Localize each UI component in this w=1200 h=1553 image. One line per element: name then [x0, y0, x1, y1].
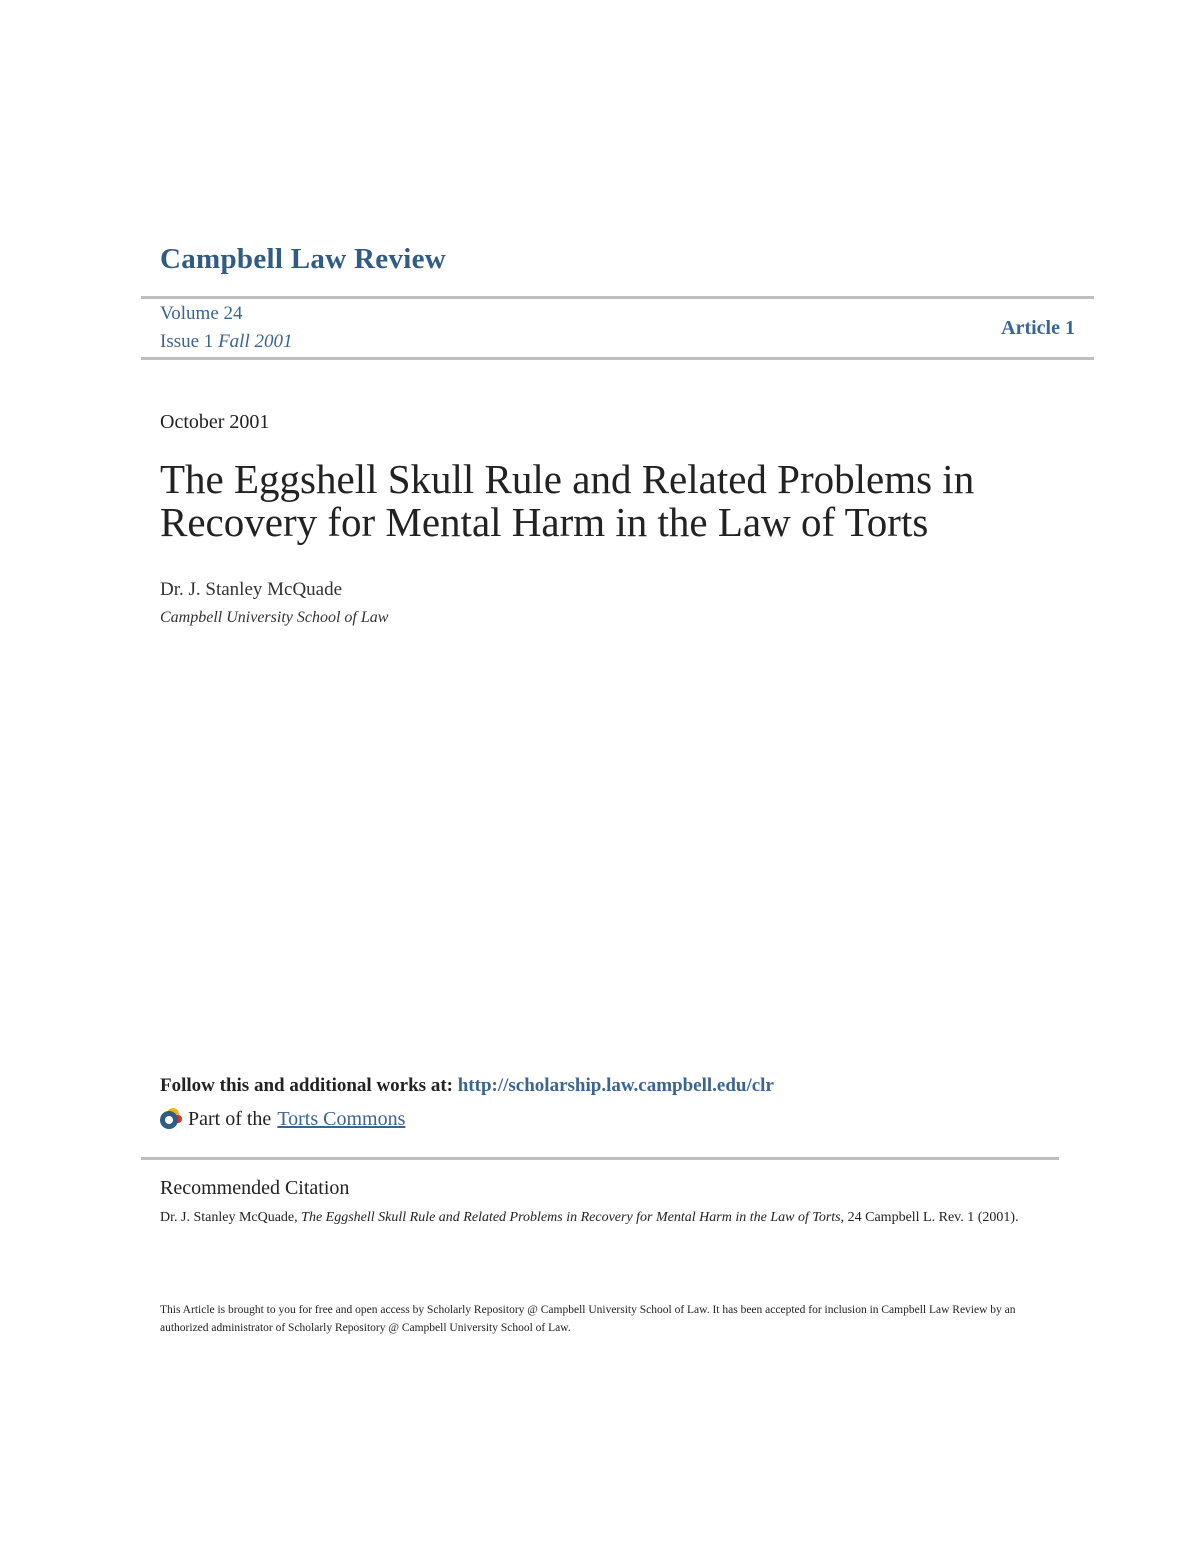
citation-heading: Recommended Citation	[160, 1177, 350, 1199]
issue-number: Issue 1	[160, 331, 214, 352]
article-title	[160, 458, 1060, 544]
issue-link[interactable]	[160, 331, 292, 353]
publication-date: October 2001	[160, 411, 270, 433]
citation-text	[160, 1208, 1030, 1228]
issue-season: Fall 2001	[218, 331, 293, 352]
header-rule-top	[141, 296, 1094, 299]
network-logo-icon	[158, 1106, 184, 1132]
author-affiliation: Campbell University School of Law	[160, 609, 389, 626]
citation-rest: , 24 Campbell L. Rev. 1 (2001).	[840, 1210, 1019, 1225]
volume-link[interactable]: Volume 24	[160, 303, 243, 324]
torts-commons-link[interactable]: Torts Commons	[277, 1107, 406, 1130]
journal-title[interactable]: Campbell Law Review	[160, 243, 447, 275]
citation-author: Dr. J. Stanley McQuade,	[160, 1210, 298, 1225]
follow-line	[160, 1075, 774, 1097]
access-statement: This Article is brought to you for free and open access by Scholarly Repository @ Campbell University School of Law. It has been accepted for inclusion in Campbell Law Review by an authorized administrator of Scholarly Repository @ Campbell University School of Law.	[160, 1304, 1016, 1334]
author-name: Dr. J. Stanley McQuade	[160, 579, 343, 600]
article-number-link[interactable]: Article 1	[1001, 317, 1075, 339]
part-of-line	[158, 1106, 405, 1132]
citation-title: The Eggshell Skull Rule and Related Problems in Recovery for Mental Harm in the Law of Torts	[301, 1210, 841, 1225]
header-rule-bottom	[141, 357, 1094, 360]
article-title-line-1: The Eggshell Skull Rule and Related Problems in	[160, 456, 975, 502]
citation-rule	[141, 1157, 1059, 1160]
part-of-label: Part of the	[188, 1107, 272, 1130]
article-title-line-2: Recovery for Mental Harm in the Law of Torts	[160, 499, 929, 545]
follow-label: Follow this and additional works at:	[160, 1075, 458, 1096]
repository-link[interactable]: http://scholarship.law.campbell.edu/clr	[457, 1075, 774, 1096]
